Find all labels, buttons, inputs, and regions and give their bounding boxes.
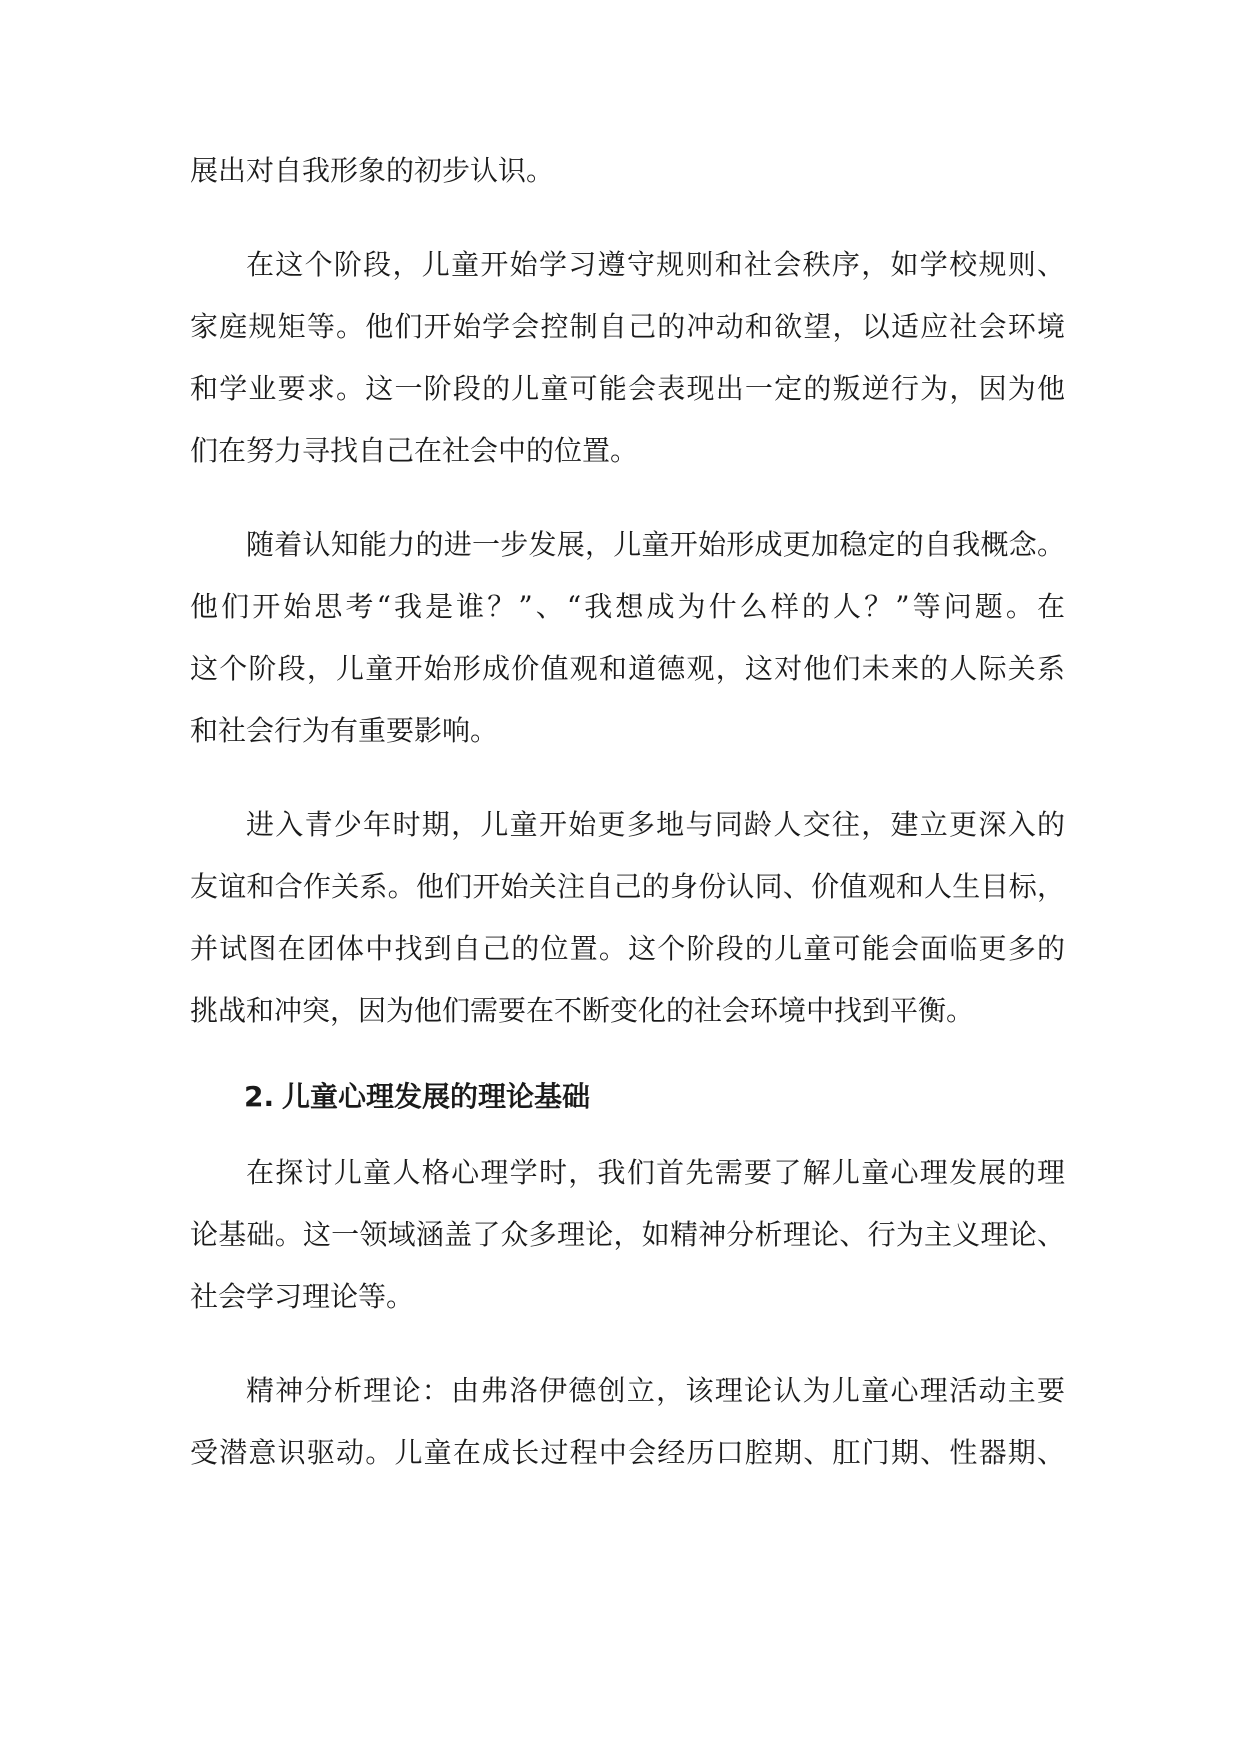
paragraph-theoretical-basis: [190, 1142, 1065, 1328]
paragraph-rules-and-order: [190, 234, 1065, 482]
paragraph-self-concept: [190, 514, 1065, 762]
text-line: 这个阶段，儿童开始形成价值观和道德观，这对他们未来的人际关系: [190, 652, 1065, 685]
text-line: 挑战和冲突，因为他们需要在不断变化的社会环境中找到平衡。: [190, 994, 975, 1027]
text-line: 们在努力寻找自己在社会中的位置。: [190, 434, 639, 467]
paragraph-gap: [190, 482, 1065, 514]
text-line: 社会学习理论等。: [190, 1280, 415, 1313]
text-line: 和学业要求。这一阶段的儿童可能会表现出一定的叛逆行为，因为他: [190, 372, 1065, 405]
paragraph-gap: [190, 202, 1065, 234]
section-number: 2.: [244, 1080, 275, 1113]
text-line: 并试图在团体中找到自己的位置。这个阶段的儿童可能会面临更多的: [190, 932, 1065, 965]
text-line: 论基础。这一领域涵盖了众多理论，如精神分析理论、行为主义理论、: [190, 1218, 1065, 1251]
text-line: 在探讨儿童人格心理学时，我们首先需要了解儿童心理发展的理: [246, 1156, 1065, 1189]
text-line: 精神分析理论：由弗洛伊德创立，该理论认为儿童心理活动主要: [246, 1374, 1065, 1407]
paragraph-adolescence: [190, 794, 1065, 1042]
text-line: 他们开始思考“我是谁？”、“我想成为什么样的人？”等问题。在: [190, 590, 1065, 623]
paragraph-gap: [190, 762, 1065, 794]
text-line: 受潜意识驱动。儿童在成长过程中会经历口腔期、肛门期、性器期、: [190, 1436, 1065, 1469]
section-title: 儿童心理发展的理论基础: [282, 1080, 591, 1113]
text-line: 家庭规矩等。他们开始学会控制自己的冲动和欲望，以适应社会环境: [190, 310, 1065, 343]
page-content: [190, 140, 1065, 1484]
text-line: 和社会行为有重要影响。: [190, 714, 499, 747]
section-heading: [190, 1066, 1065, 1128]
text-line: 随着认知能力的进一步发展，儿童开始形成更加稳定的自我概念。: [246, 528, 1065, 561]
text-line: 进入青少年时期，儿童开始更多地与同龄人交往，建立更深入的: [246, 808, 1065, 841]
paragraph-psychoanalysis: [190, 1360, 1065, 1484]
text-line: 友谊和合作关系。他们开始关注自己的身份认同、价值观和人生目标，: [190, 870, 1065, 903]
text-line: 展出对自我形象的初步认识。: [190, 154, 555, 187]
paragraph-continuation: [190, 140, 1065, 202]
text-line: 在这个阶段，儿童开始学习遵守规则和社会秩序，如学校规则、: [246, 248, 1065, 281]
paragraph-gap: [190, 1328, 1065, 1360]
